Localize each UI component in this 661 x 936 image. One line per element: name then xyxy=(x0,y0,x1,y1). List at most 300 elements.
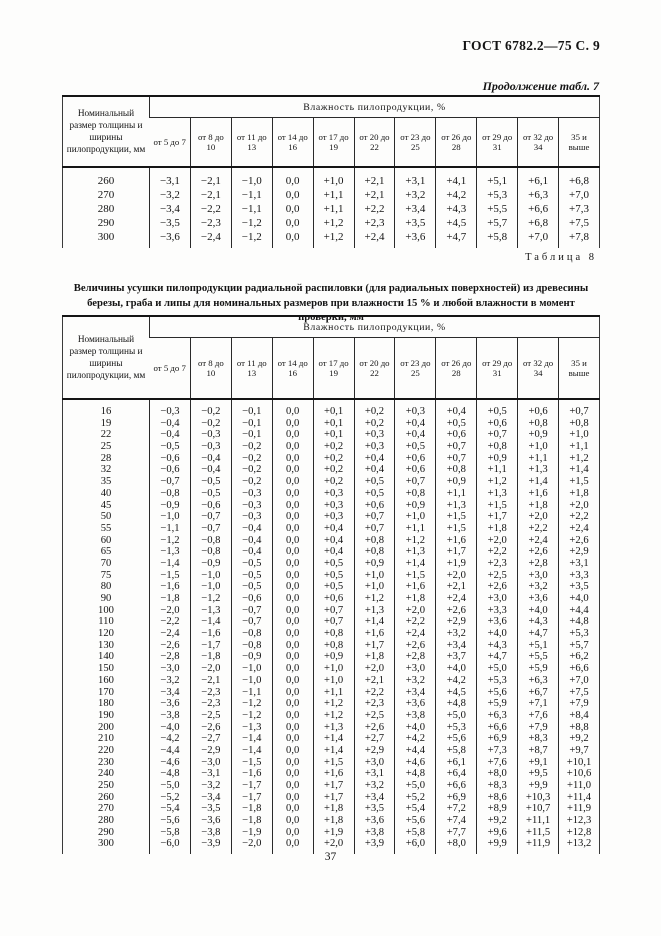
shrinkage-value: +5,5 xyxy=(477,202,518,216)
table-row xyxy=(63,202,600,216)
shrinkage-value: +1,4 xyxy=(354,616,395,628)
shrinkage-value: −1,8 xyxy=(150,593,191,605)
shrinkage-value: +0,2 xyxy=(313,441,354,453)
shrinkage-value: +5,2 xyxy=(395,792,436,804)
shrinkage-value: 0,0 xyxy=(272,757,313,769)
shrinkage-value: −1,2 xyxy=(231,710,272,722)
shrinkage-value: −1,0 xyxy=(231,663,272,675)
shrinkage-value: +7,2 xyxy=(436,803,477,815)
shrinkage-value: +0,8 xyxy=(477,441,518,453)
shrinkage-value: +1,5 xyxy=(436,523,477,535)
table8-moisture-header: Влажность пилопродукции, % xyxy=(150,316,600,338)
shrinkage-value: −0,7 xyxy=(190,523,231,535)
shrinkage-value: −3,2 xyxy=(190,780,231,792)
shrinkage-value: +6,9 xyxy=(436,792,477,804)
shrinkage-value: +0,6 xyxy=(395,453,436,465)
shrinkage-value: +2,4 xyxy=(518,535,559,547)
shrinkage-value: −3,6 xyxy=(190,815,231,827)
shrinkage-value: −0,3 xyxy=(231,488,272,500)
shrinkage-value: −2,3 xyxy=(190,698,231,710)
shrinkage-value: 0,0 xyxy=(272,675,313,687)
shrinkage-value: +1,4 xyxy=(518,476,559,488)
shrinkage-value: −1,0 xyxy=(150,511,191,523)
shrinkage-value: +1,1 xyxy=(518,453,559,465)
table-row xyxy=(63,605,600,617)
moisture-range-column-header: от 8 до 10 xyxy=(190,338,231,400)
shrinkage-value: 0,0 xyxy=(272,488,313,500)
shrinkage-value: −1,7 xyxy=(190,640,231,652)
shrinkage-value: −3,2 xyxy=(150,188,191,202)
moisture-range-column-header: от 5 до 7 xyxy=(150,118,191,168)
shrinkage-value: +1,6 xyxy=(354,628,395,640)
shrinkage-value: +3,8 xyxy=(395,710,436,722)
shrinkage-value: −1,5 xyxy=(231,757,272,769)
table-row xyxy=(63,745,600,757)
nominal-size-value: 130 xyxy=(98,639,114,651)
shrinkage-value: 0,0 xyxy=(272,230,313,248)
shrinkage-value: −3,2 xyxy=(150,675,191,687)
shrinkage-value: −1,4 xyxy=(150,558,191,570)
table-row xyxy=(63,216,600,230)
moisture-range-column-header: 35 и выше xyxy=(559,338,600,400)
shrinkage-value: +2,6 xyxy=(477,581,518,593)
shrinkage-value: +4,5 xyxy=(436,687,477,699)
shrinkage-value: +1,2 xyxy=(313,216,354,230)
shrinkage-value: +0,6 xyxy=(436,429,477,441)
shrinkage-value: −2,3 xyxy=(190,687,231,699)
moisture-range-column-header: от 29 до 31 xyxy=(477,338,518,400)
shrinkage-value: −0,7 xyxy=(231,616,272,628)
moisture-range-column-header: от 23 до 25 xyxy=(395,338,436,400)
shrinkage-value: +1,0 xyxy=(354,570,395,582)
shrinkage-value: +3,0 xyxy=(477,593,518,605)
table-row xyxy=(63,488,600,500)
shrinkage-value: 0,0 xyxy=(272,546,313,558)
table-7 xyxy=(62,95,600,248)
nominal-size-value: 70 xyxy=(100,557,112,569)
shrinkage-value: +2,0 xyxy=(436,570,477,582)
shrinkage-value: −3,8 xyxy=(190,827,231,839)
shrinkage-value: +1,8 xyxy=(395,593,436,605)
shrinkage-value: +2,7 xyxy=(354,733,395,745)
table-row xyxy=(63,803,600,815)
shrinkage-value: −0,5 xyxy=(231,581,272,593)
shrinkage-value: +2,9 xyxy=(559,546,600,558)
shrinkage-value: −2,0 xyxy=(231,838,272,854)
shrinkage-value: +1,2 xyxy=(313,710,354,722)
shrinkage-value: +2,1 xyxy=(354,675,395,687)
nominal-size-value: 160 xyxy=(98,674,114,686)
standard-reference: ГОСТ 6782.2—75 С. 9 xyxy=(462,38,600,53)
shrinkage-value: +9,2 xyxy=(559,733,600,745)
moisture-range-column-header: от 8 до 10 xyxy=(190,118,231,168)
shrinkage-value: −0,2 xyxy=(231,441,272,453)
shrinkage-value: +6,8 xyxy=(518,216,559,230)
shrinkage-value: +3,2 xyxy=(395,675,436,687)
shrinkage-value: +0,9 xyxy=(313,651,354,663)
nominal-size-value: 32 xyxy=(100,464,112,476)
nominal-size-value: 250 xyxy=(98,780,114,791)
shrinkage-value: +7,6 xyxy=(518,710,559,722)
shrinkage-value: +3,2 xyxy=(395,188,436,202)
shrinkage-value: +2,6 xyxy=(354,722,395,734)
shrinkage-value: +0,2 xyxy=(354,399,395,418)
shrinkage-value: −5,4 xyxy=(150,803,191,815)
shrinkage-value: +4,0 xyxy=(559,593,600,605)
shrinkage-value: −0,7 xyxy=(231,605,272,617)
shrinkage-value: −0,2 xyxy=(190,418,231,430)
shrinkage-value: +2,2 xyxy=(477,546,518,558)
shrinkage-value: +1,0 xyxy=(395,511,436,523)
shrinkage-value: +1,8 xyxy=(559,488,600,500)
shrinkage-value: +4,4 xyxy=(559,605,600,617)
table-row xyxy=(63,687,600,699)
nominal-size-value: 300 xyxy=(97,231,115,243)
shrinkage-value: 0,0 xyxy=(272,593,313,605)
shrinkage-value: +8,7 xyxy=(518,745,559,757)
shrinkage-value: −1,7 xyxy=(231,792,272,804)
shrinkage-value: −1,5 xyxy=(150,570,191,582)
shrinkage-value: +0,8 xyxy=(395,488,436,500)
shrinkage-value: +0,4 xyxy=(436,399,477,418)
shrinkage-value: +12,8 xyxy=(559,827,600,839)
shrinkage-value: 0,0 xyxy=(272,827,313,839)
table-row xyxy=(63,399,600,418)
shrinkage-value: +12,3 xyxy=(559,815,600,827)
table-row xyxy=(63,535,600,547)
shrinkage-value: −2,5 xyxy=(190,710,231,722)
shrinkage-value: +9,2 xyxy=(477,815,518,827)
shrinkage-value: +2,2 xyxy=(354,687,395,699)
shrinkage-value: +2,6 xyxy=(436,605,477,617)
shrinkage-value: +2,9 xyxy=(354,745,395,757)
shrinkage-value: 0,0 xyxy=(272,581,313,593)
shrinkage-value: +0,4 xyxy=(395,429,436,441)
shrinkage-value: +1,2 xyxy=(559,453,600,465)
nominal-size-value: 60 xyxy=(100,534,112,546)
shrinkage-value: +3,0 xyxy=(395,663,436,675)
shrinkage-value: −0,2 xyxy=(231,464,272,476)
shrinkage-value: +6,0 xyxy=(395,838,436,854)
shrinkage-value: +3,6 xyxy=(395,698,436,710)
table-row xyxy=(63,628,600,640)
moisture-range-column-header: от 29 до 31 xyxy=(477,118,518,168)
shrinkage-value: +2,3 xyxy=(477,558,518,570)
shrinkage-value: −0,2 xyxy=(231,453,272,465)
shrinkage-value: +0,3 xyxy=(354,429,395,441)
shrinkage-value: +0,9 xyxy=(436,476,477,488)
shrinkage-value: +1,4 xyxy=(313,733,354,745)
moisture-range-column-header: от 14 до 16 xyxy=(272,338,313,400)
shrinkage-value: +1,8 xyxy=(313,803,354,815)
shrinkage-value: −0,9 xyxy=(150,500,191,512)
shrinkage-value: +3,8 xyxy=(354,827,395,839)
shrinkage-value: +11,5 xyxy=(518,827,559,839)
shrinkage-value: −1,2 xyxy=(231,216,272,230)
shrinkage-value: −0,6 xyxy=(231,593,272,605)
shrinkage-value: −0,5 xyxy=(190,476,231,488)
shrinkage-value: +5,6 xyxy=(395,815,436,827)
shrinkage-value: 0,0 xyxy=(272,663,313,675)
table-row xyxy=(63,570,600,582)
table-row xyxy=(63,675,600,687)
shrinkage-value: +0,7 xyxy=(313,616,354,628)
table-row xyxy=(63,464,600,476)
shrinkage-value: +6,6 xyxy=(518,202,559,216)
moisture-range-column-header: от 32 до 34 xyxy=(518,338,559,400)
shrinkage-value: +1,8 xyxy=(477,523,518,535)
shrinkage-value: +1,1 xyxy=(313,188,354,202)
shrinkage-value: −1,6 xyxy=(150,581,191,593)
shrinkage-value: +0,3 xyxy=(354,441,395,453)
nominal-size-value: 40 xyxy=(100,487,112,499)
shrinkage-value: 0,0 xyxy=(272,616,313,628)
shrinkage-value: +3,3 xyxy=(559,570,600,582)
shrinkage-value: +0,8 xyxy=(436,464,477,476)
shrinkage-value: +0,5 xyxy=(313,581,354,593)
table-row xyxy=(63,733,600,745)
shrinkage-value: −3,5 xyxy=(190,803,231,815)
shrinkage-value: +1,5 xyxy=(559,476,600,488)
shrinkage-value: +5,5 xyxy=(518,651,559,663)
shrinkage-value: +1,8 xyxy=(313,815,354,827)
shrinkage-value: +0,7 xyxy=(559,399,600,418)
shrinkage-value: +11,0 xyxy=(559,780,600,792)
shrinkage-value: +1,5 xyxy=(477,500,518,512)
table8-label: Таблица 8 xyxy=(525,252,597,263)
table8-body xyxy=(63,399,600,854)
shrinkage-value: −1,4 xyxy=(231,733,272,745)
shrinkage-value: −1,0 xyxy=(231,675,272,687)
nominal-size-value: 260 xyxy=(97,175,115,187)
shrinkage-value: +2,4 xyxy=(395,628,436,640)
shrinkage-value: +0,9 xyxy=(518,429,559,441)
shrinkage-value: +1,3 xyxy=(518,464,559,476)
shrinkage-value: +4,4 xyxy=(395,745,436,757)
shrinkage-value: −3,4 xyxy=(150,687,191,699)
shrinkage-value: +0,2 xyxy=(313,453,354,465)
shrinkage-value: 0,0 xyxy=(272,687,313,699)
shrinkage-value: +7,5 xyxy=(559,216,600,230)
shrinkage-value: +1,1 xyxy=(559,441,600,453)
moisture-range-column-header: от 23 до 25 xyxy=(395,118,436,168)
shrinkage-value: +2,4 xyxy=(436,593,477,605)
shrinkage-value: +2,0 xyxy=(477,535,518,547)
shrinkage-value: −3,0 xyxy=(190,757,231,769)
shrinkage-value: +0,1 xyxy=(313,418,354,430)
shrinkage-value: +1,0 xyxy=(313,675,354,687)
shrinkage-value: +6,8 xyxy=(559,167,600,188)
nominal-size-value: 90 xyxy=(100,593,112,604)
table-row xyxy=(63,616,600,628)
shrinkage-value: +4,2 xyxy=(436,188,477,202)
shrinkage-value: +3,5 xyxy=(354,803,395,815)
moisture-range-column-header: от 17 до 19 xyxy=(313,118,354,168)
shrinkage-value: +4,0 xyxy=(477,628,518,640)
shrinkage-value: +1,2 xyxy=(477,476,518,488)
shrinkage-value: +2,0 xyxy=(518,511,559,523)
shrinkage-value: 0,0 xyxy=(272,399,313,418)
shrinkage-value: −3,1 xyxy=(190,768,231,780)
shrinkage-value: 0,0 xyxy=(272,453,313,465)
shrinkage-value: +2,1 xyxy=(436,581,477,593)
shrinkage-value: 0,0 xyxy=(272,523,313,535)
shrinkage-value: −6,0 xyxy=(150,838,191,854)
nominal-size-value: 55 xyxy=(100,522,112,534)
shrinkage-value: +5,3 xyxy=(477,675,518,687)
shrinkage-value: +1,1 xyxy=(313,687,354,699)
shrinkage-value: −1,1 xyxy=(231,202,272,216)
shrinkage-value: −0,1 xyxy=(231,429,272,441)
shrinkage-value: +0,4 xyxy=(313,546,354,558)
table-row xyxy=(63,500,600,512)
shrinkage-value: +8,6 xyxy=(477,792,518,804)
shrinkage-value: +0,1 xyxy=(313,429,354,441)
shrinkage-value: −4,6 xyxy=(150,757,191,769)
shrinkage-value: +7,8 xyxy=(559,230,600,248)
moisture-range-column-header: от 26 до 28 xyxy=(436,338,477,400)
shrinkage-value: −0,1 xyxy=(231,418,272,430)
shrinkage-value: +6,9 xyxy=(477,733,518,745)
shrinkage-value: −0,5 xyxy=(231,558,272,570)
shrinkage-value: −0,4 xyxy=(150,418,191,430)
shrinkage-value: +8,8 xyxy=(559,722,600,734)
shrinkage-value: 0,0 xyxy=(272,202,313,216)
shrinkage-value: +5,3 xyxy=(559,628,600,640)
shrinkage-value: −2,1 xyxy=(190,675,231,687)
moisture-range-column-header: от 20 до 22 xyxy=(354,338,395,400)
shrinkage-value: −0,9 xyxy=(190,558,231,570)
shrinkage-value: +3,4 xyxy=(395,687,436,699)
shrinkage-value: 0,0 xyxy=(272,500,313,512)
table-row xyxy=(63,167,600,188)
shrinkage-value: +3,7 xyxy=(436,651,477,663)
shrinkage-value: +6,6 xyxy=(559,663,600,675)
shrinkage-value: +4,7 xyxy=(436,230,477,248)
shrinkage-value: −0,4 xyxy=(231,546,272,558)
nominal-size-value: 150 xyxy=(98,663,114,675)
shrinkage-value: −2,1 xyxy=(190,188,231,202)
table-row xyxy=(63,230,600,248)
shrinkage-value: +0,8 xyxy=(313,628,354,640)
shrinkage-value: 0,0 xyxy=(272,698,313,710)
shrinkage-value: +1,1 xyxy=(395,523,436,535)
shrinkage-value: −0,8 xyxy=(231,640,272,652)
shrinkage-value: +4,3 xyxy=(436,202,477,216)
shrinkage-value: −2,8 xyxy=(150,651,191,663)
shrinkage-value: −1,3 xyxy=(231,722,272,734)
shrinkage-value: +0,8 xyxy=(354,546,395,558)
shrinkage-value: 0,0 xyxy=(272,780,313,792)
shrinkage-value: +5,8 xyxy=(436,745,477,757)
nominal-size-value: 120 xyxy=(98,628,114,640)
shrinkage-value: +9,5 xyxy=(518,768,559,780)
shrinkage-value: −4,4 xyxy=(150,745,191,757)
shrinkage-value: −1,1 xyxy=(231,687,272,699)
shrinkage-value: +1,3 xyxy=(395,546,436,558)
table-row xyxy=(63,757,600,769)
table-row xyxy=(63,722,600,734)
shrinkage-value: +1,2 xyxy=(313,698,354,710)
shrinkage-value: +5,0 xyxy=(395,780,436,792)
shrinkage-value: +7,9 xyxy=(559,698,600,710)
shrinkage-value: +3,4 xyxy=(436,640,477,652)
nominal-size-value: 280 xyxy=(97,203,115,215)
shrinkage-value: +4,2 xyxy=(395,733,436,745)
shrinkage-value: +0,9 xyxy=(477,453,518,465)
table-row xyxy=(63,710,600,722)
shrinkage-value: +1,5 xyxy=(313,757,354,769)
shrinkage-value: 0,0 xyxy=(272,651,313,663)
shrinkage-value: 0,0 xyxy=(272,167,313,188)
shrinkage-value: 0,0 xyxy=(272,216,313,230)
shrinkage-value: +1,4 xyxy=(395,558,436,570)
shrinkage-value: +0,2 xyxy=(354,418,395,430)
shrinkage-value: +1,2 xyxy=(313,230,354,248)
shrinkage-value: +0,7 xyxy=(354,523,395,535)
shrinkage-value: +0,7 xyxy=(436,441,477,453)
nominal-size-value: 220 xyxy=(98,744,114,756)
nominal-size-value: 230 xyxy=(98,756,114,768)
shrinkage-value: −0,8 xyxy=(190,535,231,547)
shrinkage-value: 0,0 xyxy=(272,429,313,441)
shrinkage-value: −0,3 xyxy=(190,441,231,453)
shrinkage-value: 0,0 xyxy=(272,768,313,780)
shrinkage-value: −2,0 xyxy=(150,605,191,617)
shrinkage-value: −0,6 xyxy=(190,500,231,512)
shrinkage-value: −1,2 xyxy=(231,230,272,248)
shrinkage-value: 0,0 xyxy=(272,511,313,523)
shrinkage-value: −0,4 xyxy=(190,464,231,476)
shrinkage-value: +1,3 xyxy=(436,500,477,512)
shrinkage-value: +1,9 xyxy=(436,558,477,570)
shrinkage-value: +8,0 xyxy=(477,768,518,780)
shrinkage-value: +5,3 xyxy=(477,188,518,202)
shrinkage-value: −2,4 xyxy=(190,230,231,248)
table7-moisture-header: Влажность пилопродукции, % xyxy=(150,96,600,118)
shrinkage-value: +0,1 xyxy=(313,399,354,418)
shrinkage-value: +2,5 xyxy=(354,710,395,722)
shrinkage-value: +3,3 xyxy=(477,605,518,617)
shrinkage-value: +1,6 xyxy=(395,581,436,593)
shrinkage-value: +3,1 xyxy=(354,768,395,780)
nominal-size-value: 300 xyxy=(98,838,114,850)
shrinkage-value: +5,4 xyxy=(395,803,436,815)
shrinkage-value: +8,3 xyxy=(518,733,559,745)
nominal-size-value: 280 xyxy=(98,815,114,827)
nominal-size-value: 45 xyxy=(100,499,112,511)
nominal-size-value: 100 xyxy=(98,604,114,616)
shrinkage-value: 0,0 xyxy=(272,803,313,815)
nominal-size-value: 260 xyxy=(98,791,114,803)
nominal-size-value: 22 xyxy=(100,429,112,441)
shrinkage-value: +6,6 xyxy=(477,722,518,734)
table-row xyxy=(63,780,600,792)
nominal-size-value: 290 xyxy=(98,826,114,838)
shrinkage-value: +7,4 xyxy=(436,815,477,827)
shrinkage-value: −1,4 xyxy=(231,745,272,757)
shrinkage-value: +7,3 xyxy=(559,202,600,216)
shrinkage-value: +6,3 xyxy=(518,675,559,687)
shrinkage-value: −0,4 xyxy=(231,523,272,535)
shrinkage-value: −2,3 xyxy=(190,216,231,230)
shrinkage-value: +6,1 xyxy=(436,757,477,769)
shrinkage-value: +1,7 xyxy=(354,640,395,652)
shrinkage-value: −1,8 xyxy=(231,815,272,827)
table-row xyxy=(63,441,600,453)
shrinkage-value: −1,0 xyxy=(190,581,231,593)
shrinkage-value: +7,3 xyxy=(477,745,518,757)
